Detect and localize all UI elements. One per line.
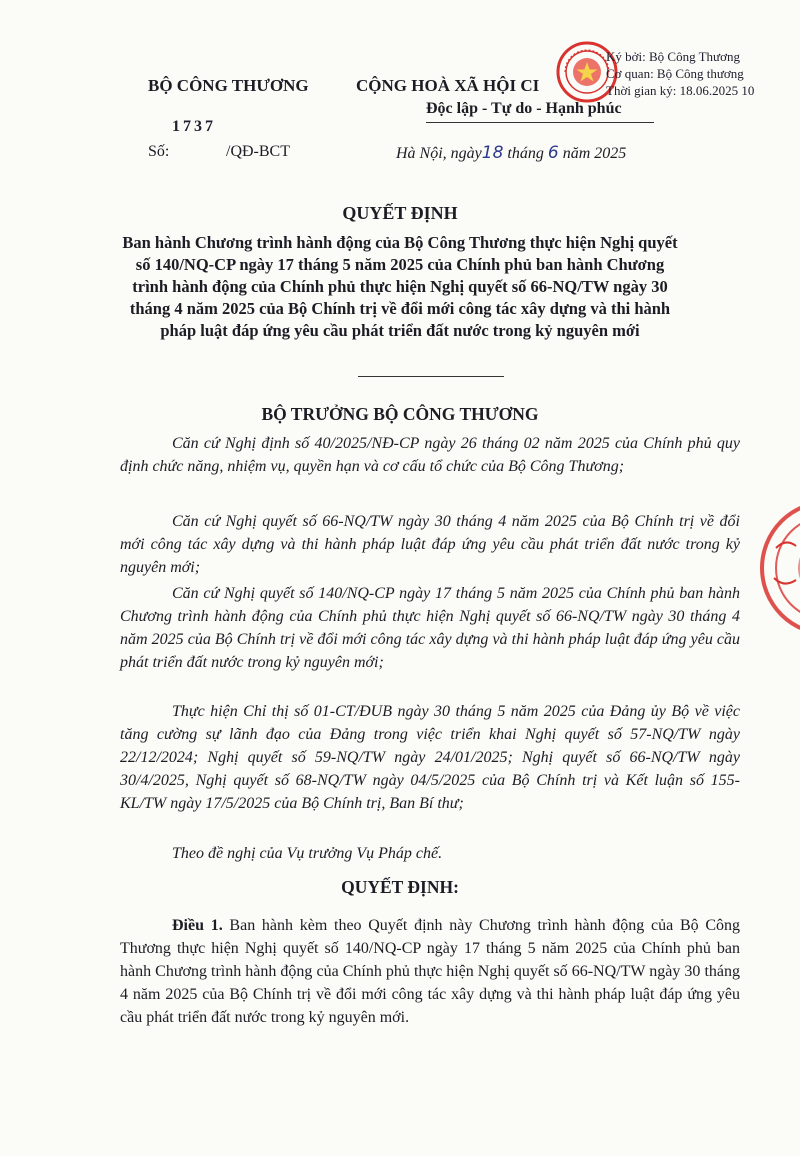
number-label: Số: [148,143,170,160]
issuing-agency: BỘ CÔNG THƯƠNG [148,76,309,95]
decision-heading: QUYẾT ĐỊNH: [341,877,459,897]
signature-agency: Cơ quan: Bộ Công thương [606,66,744,81]
national-title: CỘNG HOÀ XÃ HỘI CI [356,76,540,95]
legal-basis-5: Theo đề nghị của Vụ trưởng Vụ Pháp chế. [172,845,443,862]
document-type-title: QUYẾT ĐỊNH [342,203,458,223]
summary-underline [358,376,504,377]
date-prefix: Hà Nội, ngày [396,145,482,162]
month-label: tháng [507,145,544,162]
number-suffix: /QĐ-BCT [226,143,290,160]
signature-signed-by: Ký bởi: Bộ Công Thương [606,49,740,64]
place-and-date [396,143,626,163]
article-1-label: Điều 1. [172,917,223,934]
signature-time: Thời gian ký: 18.06.2025 10 [606,83,755,98]
digital-signature-info [606,48,800,99]
legal-basis-4: Thực hiện Chỉ thị số 01-CT/ĐUB ngày 30 tháng 5 năm 2025 của Đảng ủy Bộ về việc tăng cường sự lãnh đạo của Đảng trong việc triển khai Nghị quyết số 57-NQ/TW ngày 22/12/2024; Nghị quyết số 59-NQ/TW ngày 24/01/2025; Nghị quyết số 66-NQ/TW ngày 30/4/2025, Nghị quyết số 68-NQ/TW ngày 04/5/2025 của Bộ Chính trị và Kết luận số 155-KL/TW ngày 17/5/2025 của Bộ Chính trị, Ban Bí thư; [120,703,740,812]
handwritten-month: 6 [547,143,559,163]
handwritten-day: 18 [481,143,504,163]
article-1 [120,914,740,1029]
document-summary: Ban hành Chương trình hành động của Bộ Công Thương thực hiện Nghị quyết số 140/NQ-CP ngày 17 tháng 5 năm 2025 của Chính phủ ban hành Chương trình hành động của Chính phủ thực hiện Nghị quyết số 66-NQ/TW ngày 30 tháng 4 năm 2025 của Bộ Chính trị về đổi mới công tác xây dựng và thi hành pháp luật đáp ứng yêu cầu phát triển đất nước trong kỷ nguyên mới [122,233,678,340]
page-edge-stamp-icon [756,488,800,648]
year-text: năm 2025 [562,145,627,162]
article-1-text: Ban hành kèm theo Quyết định này Chương trình hành động của Bộ Công Thương thực hiện Nghị quyết số 140/NQ-CP ngày 17 tháng 5 năm 2025 của Chính phủ ban hành Chương trình hành động của Chính phủ thực hiện Nghị quyết số 66-NQ/TW ngày 30 tháng 4 năm 2025 của Bộ Chính trị về đổi mới công tác xây dựng và thi hành pháp luật đáp ứng yêu cầu phát triển đất nước trong kỷ nguyên mới. [120,917,740,1026]
motto-underline [426,122,654,123]
legal-basis-3: Căn cứ Nghị quyết số 140/NQ-CP ngày 17 tháng 5 năm 2025 của Chính phủ ban hành Chương trình hành động của Chính phủ thực hiện Nghị quyết số 66-NQ/TW ngày 30 tháng 4 năm 2025 của Bộ Chính trị về đổi mới công tác xây dựng và thi hành pháp luật đáp ứng yêu cầu phát triển đất nước trong kỷ nguyên mới; [120,585,740,671]
national-motto: Độc lập - Tự do - Hạnh phúc [426,100,622,117]
legal-basis-2: Căn cứ Nghị quyết số 66-NQ/TW ngày 30 tháng 4 năm 2025 của Bộ Chính trị về đổi mới công tác xây dựng và thi hành pháp luật đáp ứng yêu cầu phát triển đất nước trong kỷ nguyên mới; [120,513,740,576]
issuing-authority: BỘ TRƯỞNG BỘ CÔNG THƯƠNG [261,404,539,424]
document-number-handwritten: 1737 [172,118,216,135]
legal-basis-1: Căn cứ Nghị định số 40/2025/NĐ-CP ngày 26 tháng 02 năm 2025 của Chính phủ quy định chức năng, nhiệm vụ, quyền hạn và cơ cấu tổ chức của Bộ Công Thương; [120,435,740,475]
